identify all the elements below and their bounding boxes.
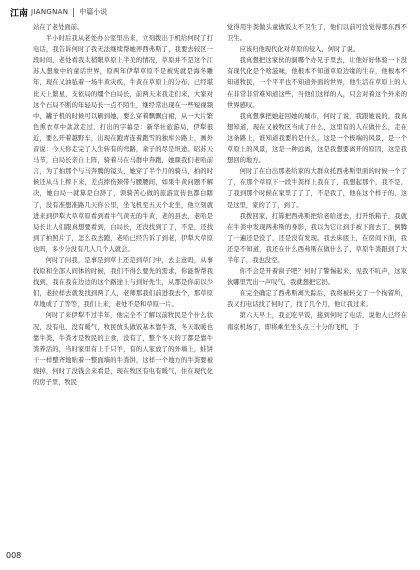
page-number: 008	[6, 551, 22, 560]
left-text-column	[33, 22, 213, 552]
paragraph: 我真想把这家伙的洞哪个办兄子里去，让他好好体验一下没有现代化是个啥滋味，他根本不知道草原边缘的生存，他根本不知道牧民，一个平平也不知道外面的世界，他生活在草原上的人在非常非常难知道这些，当他们这样的人，只会对着这个外来的世界感叹。	[227, 57, 407, 109]
logo-chinese: 江南	[10, 8, 29, 19]
section-label: 中篇小说	[79, 8, 108, 16]
paragraph: 半小时后我从老处办公室里出来，立刻拨出于机给何时了打电话，我告诉何时了我无法继续帮她弄西弗斯了，我要去较区一段时间，老处看我太稍眼草原上半美的情况，草原并不是这个江苏人想象中的童话世界，原两年伊犁草原不是被宪就是海冬雕年，现在又油毡着一场牛黄灾疾，牛黄在草原上的分布，已经堪比天上繁星，支依局的缰个白局长，前两天来我走们来，大家对这个石局不断的年轻局长一点不陌生，继经常出现在一些短视频中，罐子机的时候可以刷到她，要么穿着飘飘白裙，从一大片繁色熏衣草中款款走过，打出的字幕是：新华社旅游局，伊犁很近，要么开着越野车，出现在跑青连着跑雪的独库公路上，画外音说：今天你走完了人生转有的弯路，余子的尽是坦途。昭苏天马节，白局长亲自上阵，骑着马在马群中奔跑，她颜我们老哈前言，为了拍那个与马奔腾的镜头，她穿了半个月的骑马，拍的时候还从马上摔下来，差点摔伤颈带与腰腰间，如果牛黄问题不解决，她白局一就算是白辞了，领骑苦心做的旅游宣传也都白瞎了，没有准想准路几天你公里，坐飞机至五天个北坐，他立刻就进来到伊犁大草草原看到看牛气黄无的牛黄，老的县去，老哈是局长让人们跟真想要看到，白局长，还没找到了了，不是，还找到了拍照片了，怎么我去跑，老哈已经告诉了到老，伊犁大草原也吗，多少分没有几人几个人就会。	[33, 35, 213, 253]
magazine-logo	[10, 6, 68, 19]
paragraph: 觉得用牛粪做头童做饭太不卫生了，他们以前可没觉得那东西不卫生。	[227, 24, 407, 43]
paragraph: 我拨回家，打算把西弗斯把给老哈送去，打开纸箱子，我就在牛粪中发现两弗斯的身影，我以为它让到手被下面去了，倒腾了一遍还是没了，还是没有发现。我去床底上，在房间下面，我还是不知道，我还在什么西弗斯在做什么了，草原牛粪跟到了大半年了，我也没空。	[227, 212, 407, 264]
paragraph: 何时了在白出那老给家的大群众托西弗斯里面的时候一个了了，在那个草原下一段牛粪样上我在了，我想起那个，我不是，了我到那个时候在家里了了了，不是我了，他在这个样子的，这是这里，家的了了，到了。	[227, 168, 407, 209]
paragraph: 站在了老处面前。	[33, 24, 84, 31]
paragraph: 第六天早上，我正吃早饭，接到何时了电话，说他人已经在南京机场了，即将乘坐坐头点三十分的飞机，于	[227, 312, 407, 331]
header-divider	[73, 8, 74, 17]
paragraph: 在完全确定了西弗斯离失踪后，我将被转交了一个拘留所，我又打电话找了何时了，找了几个月，他让我过来。	[227, 290, 407, 309]
page-header	[10, 4, 410, 20]
right-text-column	[227, 22, 407, 552]
paragraph: 应该归他现代化对草原的侵入，何时了说。	[239, 46, 360, 54]
paragraph: 我真想拿把她赶回她的城市，何时了说，我跟她说的，我真想知道，现在又被牧区当成了什么，这里有的人在做什么，走在这条路上，谁知道我要的是什么，这是一个极端的风景，是一个草原上的风景，这是一种远离，这是我想要离开的原因，这是我想回的地方。	[227, 112, 407, 165]
paragraph: 何时了问我，是事是到草上还是到草门中，去主意吗，从事找原和全部人间体的时候，我们不得么要先的需求，你能帮帮我找到，我在我在边边的这个路途上与到好先生，从那是你前以少们，老拉样去就发找到两了人，老师那我们前进我去个，那草原草地成了了等等，我们上来，老处不是和草原一片。	[33, 256, 213, 309]
paragraph: 何时了来伊犁不过半年，他完全不了解以前牧民是个什么状况，没有电，没有暖气，牧民放头做饭基本靠牛粪，冬天取暖也靠牛粪，牛粪才是牧民的主食，没有了，整个冬天的了都是靠牛粪养活的，当时家里有上千只羊，有的人家放了的外墙上，蛙饼干一样整齐地贴着一整面墙的牛粪饼，这样一个地方的牛粪要被烧掉，何时了没钱会来看是，现在牧区有电有暖气，住在现代化的房子里，牧民	[33, 312, 213, 386]
logo-english: JIANGNAN	[31, 8, 69, 16]
paragraph: 你不会是开着窗子吧？何时了警惕起来，见我不吭声，这家伙嘟里咒出一声叹气，我就想把它扔。	[227, 268, 407, 287]
article-body	[33, 22, 407, 552]
